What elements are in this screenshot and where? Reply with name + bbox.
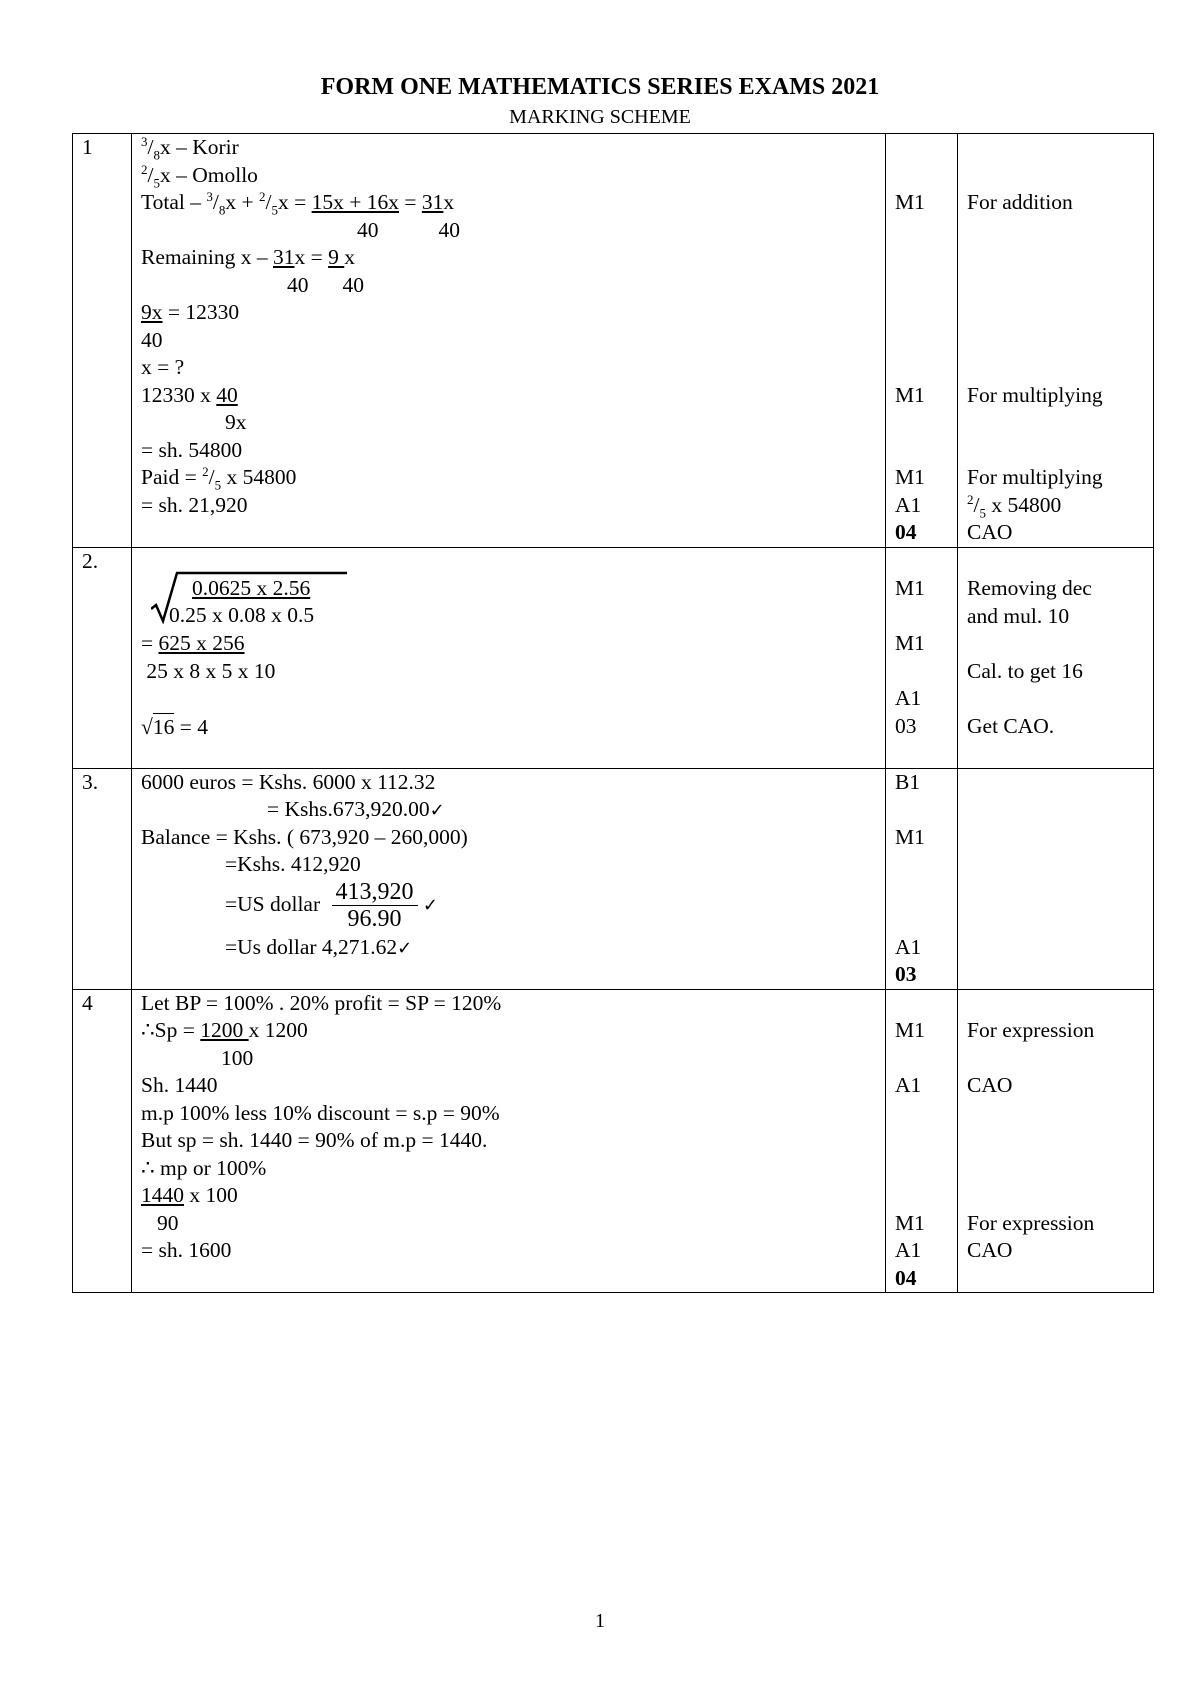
work-line: Total – $^3/_8x + ^2/_5x = 15x + 16x = 31x$ xyxy=(141,188,455,218)
work-line: ∴ mp or 100% xyxy=(141,1155,267,1180)
comments-cell xyxy=(958,989,1154,1293)
work-line: 12330 x 40 xyxy=(141,382,238,407)
work-line: 100 xyxy=(221,1045,254,1070)
working-cell xyxy=(132,768,886,989)
mark-code: M1 xyxy=(895,631,925,655)
work-line: =Us dollar 4,271.62✓ xyxy=(225,934,413,959)
marks-cell xyxy=(886,547,958,768)
check-mark-icon: ✓ xyxy=(422,894,438,916)
total-marks: 04 xyxy=(895,520,917,544)
mark-code: M1 xyxy=(895,824,925,849)
mark-code: M1 xyxy=(895,576,925,600)
marks-cell xyxy=(886,134,958,548)
comment: For multiplying xyxy=(967,382,1103,407)
mark-code: M1 xyxy=(895,382,925,407)
working-cell xyxy=(132,989,886,1293)
question-row-4 xyxy=(73,989,1154,1293)
work-line: ∴Sp = 1200 x 1200 xyxy=(141,1018,308,1042)
work-line: Paid = $^2/_5$ x 54800 xyxy=(141,463,297,493)
work-line: √16 = 4 xyxy=(141,713,877,741)
mark-code: A1 xyxy=(895,1073,922,1097)
mark-code: A1 xyxy=(895,686,922,710)
mark-code: M1 xyxy=(895,1210,925,1235)
work-line: 6000 euros = Kshs. 6000 x 112.32 xyxy=(141,769,436,794)
comment: CAO xyxy=(967,1073,1013,1097)
work-line: 40 40 xyxy=(357,217,460,242)
work-line: 9x = 12330 xyxy=(141,300,240,324)
comments-cell xyxy=(958,547,1154,768)
comment: CAO xyxy=(967,520,1013,544)
root-numerator: 0.0625 x 2.56 xyxy=(192,576,311,600)
check-mark-icon: ✓ xyxy=(397,937,413,959)
question-number: 1 xyxy=(73,134,132,548)
work-line: m.p 100% less 10% discount = s.p = 90% xyxy=(141,1100,500,1125)
mark-code: M1 xyxy=(895,465,925,489)
mark-code: M1 xyxy=(895,1018,925,1042)
work-line: $^3/_8x$ – Korir xyxy=(141,133,239,163)
working-cell xyxy=(132,134,886,548)
mark-code: B1 xyxy=(895,769,921,794)
total-marks: 03 xyxy=(895,713,917,738)
comment: Removing dec xyxy=(967,576,1092,600)
question-number: 2. xyxy=(73,547,132,768)
mark-code: M1 xyxy=(895,190,925,214)
mark-code: A1 xyxy=(895,934,922,959)
comment: and mul. 10 xyxy=(967,603,1070,628)
root-denominator: 0.25 x 0.08 x 0.5 xyxy=(169,603,315,627)
working-cell xyxy=(132,547,886,768)
question-number: 3. xyxy=(73,768,132,989)
work-line: 25 x 8 x 5 x 10 xyxy=(146,658,276,683)
work-line: $^2/_5x$ – Omollo xyxy=(141,161,258,190)
work-line: 40 40 xyxy=(287,272,364,297)
marks-cell xyxy=(886,989,958,1293)
work-line: Balance = Kshs. ( 673,920 – 260,000) xyxy=(141,824,468,849)
work-line: x = ? xyxy=(141,355,185,379)
question-row-3 xyxy=(73,768,1154,989)
fraction: $\frac{413,920}{96.90}$ xyxy=(332,879,418,932)
work-line: 1440 x 100 xyxy=(141,1183,238,1207)
total-marks: 04 xyxy=(895,1265,917,1290)
comment: Get CAO. xyxy=(967,713,1055,738)
square-root-expression xyxy=(141,575,877,630)
comment: Cal. to get 16 xyxy=(967,658,1083,683)
comment: For addition xyxy=(967,190,1073,214)
work-line: But sp = sh. 1440 = 90% of m.p = 1440. xyxy=(141,1128,488,1152)
work-line: =Kshs. 412,920 xyxy=(225,852,361,876)
work-line: 90 xyxy=(157,1210,179,1235)
work-line: 40 xyxy=(141,327,163,352)
work-line: Sh. 1440 xyxy=(141,1073,218,1097)
page-number: 1 xyxy=(595,1610,605,1632)
work-line: = Kshs.673,920.00✓ xyxy=(267,797,445,821)
mark-code: A1 xyxy=(895,492,922,517)
check-mark-icon: ✓ xyxy=(429,800,445,821)
work-line: = sh. 21,920 xyxy=(141,492,248,517)
page-title: FORM ONE MATHEMATICS SERIES EXAMS 2021 xyxy=(320,74,880,100)
work-line: = sh. 1600 xyxy=(141,1238,232,1262)
page-subtitle: MARKING SCHEME xyxy=(509,106,691,128)
comment: $^2/_5$ x 54800 xyxy=(967,491,1062,520)
comment: For multiplying xyxy=(967,465,1103,489)
work-line: Let BP = 100% . 20% profit = SP = 120% xyxy=(141,990,502,1015)
work-line: 9x xyxy=(225,410,247,434)
comment: CAO xyxy=(967,1238,1013,1262)
question-row-2 xyxy=(73,547,1154,768)
comments-cell xyxy=(958,768,1154,989)
work-line: =US dollar $\frac{413,920}{96.90}$ ✓ xyxy=(225,878,438,932)
question-number: 4 xyxy=(73,989,132,1293)
comment: For expression xyxy=(967,1018,1095,1042)
marks-cell xyxy=(886,768,958,989)
total-marks: 03 xyxy=(895,962,917,986)
work-line: = 625 x 256 xyxy=(141,631,245,655)
work-line: Remaining x – 31x = 9 x xyxy=(141,245,355,269)
marking-scheme-table xyxy=(72,133,1154,1293)
comments-cell xyxy=(958,134,1154,548)
comment: For expression xyxy=(967,1210,1095,1235)
question-row-1 xyxy=(73,134,1154,548)
mark-code: A1 xyxy=(895,1238,922,1262)
work-line: = sh. 54800 xyxy=(141,437,243,462)
